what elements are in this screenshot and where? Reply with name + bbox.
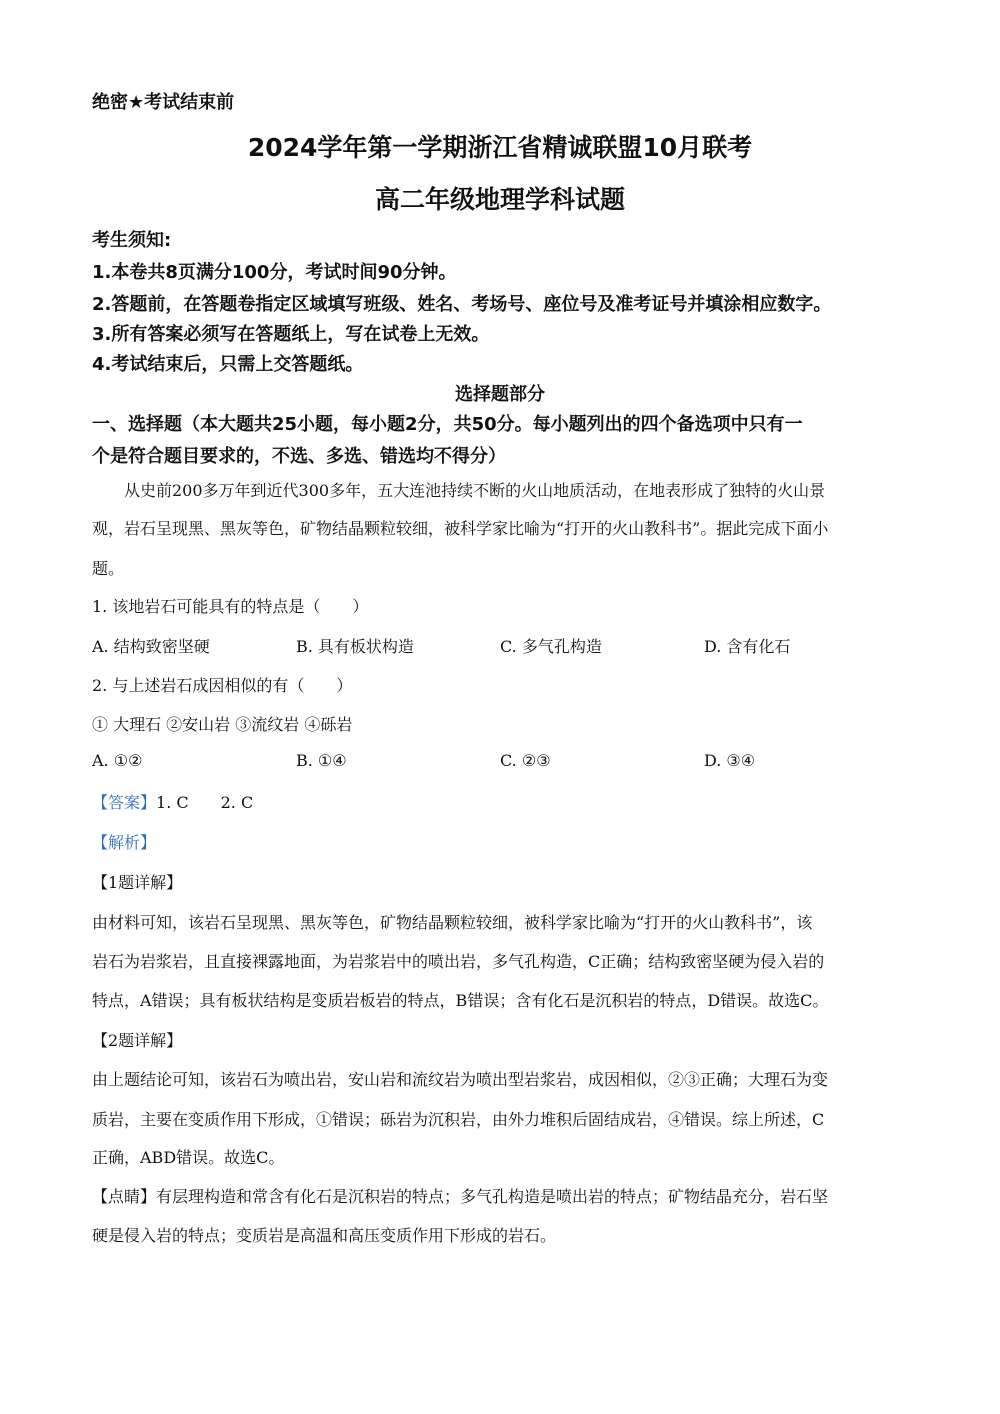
- q2-option-a: A. ①②: [92, 751, 143, 770]
- passage-line2: 观，岩石呈现黑、黑灰等色，矿物结晶颗粒较细，被科学家比喻为“打开的火山教科书”。据此完成下面小: [92, 519, 829, 538]
- q1-option-c: C. 多气孔构造: [500, 637, 602, 656]
- confidential-label: 绝密★考试结束前: [92, 92, 235, 113]
- notice-item-2: 2.答题前，在答题卷指定区域填写班级、姓名、考场号、座位号及准考证号并填涂相应数字。: [92, 294, 832, 315]
- passage-line1: 从史前200多万年到近代300多年，五大连池持续不断的火山地质活动，在地表形成了独特的火山景: [124, 481, 826, 500]
- detail2-line1: 由上题结论可知，该岩石为喷出岩，安山岩和流纹岩为喷出型岩浆岩，成因相似，②③正确；大理石为变: [92, 1070, 829, 1089]
- answer-line: [92, 790, 253, 813]
- exam-title: 2024学年第一学期浙江省精诚联盟10月联考: [247, 133, 753, 162]
- q1-option-a: A. 结构致密坚硬: [92, 637, 210, 656]
- tip-line1: 【点睛】有层理构造和常含有化石是沉积岩的特点；多气孔构造是喷出岩的特点；矿物结晶充分，岩石坚: [92, 1187, 829, 1206]
- answer-tag: 【答案】: [92, 793, 157, 812]
- q2-option-c: C. ②③: [500, 751, 551, 770]
- detail2-tag: 【2题详解】: [92, 1031, 183, 1050]
- detail1-tag: 【1题详解】: [92, 873, 183, 892]
- q1-option-b: B. 具有板状构造: [296, 637, 414, 656]
- notice-item-4: 4.考试结束后，只需上交答题纸。: [92, 354, 364, 375]
- q1-option-d: D. 含有化石: [704, 637, 791, 656]
- passage-line3: 题。: [92, 559, 125, 578]
- q2-option-b: B. ①④: [296, 751, 347, 770]
- detail1-line1: 由材料可知，该岩石呈现黑、黑灰等色，矿物结晶颗粒较细，被科学家比喻为“打开的火山教科书”，该: [92, 913, 813, 932]
- question-2-choices: ① 大理石 ②安山岩 ③流纹岩 ④砾岩: [92, 715, 353, 734]
- notice-item-1: 1.本卷共8页满分100分，考试时间90分钟。: [92, 262, 457, 283]
- notice-heading: 考生须知:: [92, 230, 172, 251]
- answer-text: 1. C 2. C: [156, 793, 254, 812]
- detail2-line2: 质岩，主要在变质作用下形成，①错误；砾岩为沉积岩，由外力堆积后固结成岩，④错误。综上所述，C: [92, 1110, 825, 1129]
- analysis-tag: 【解析】: [92, 833, 157, 852]
- notice-item-3: 3.所有答案必须写在答题纸上，写在试卷上无效。: [92, 324, 490, 345]
- detail1-line3: 特点，A错误；具有板状结构是变质岩板岩的特点，B错误；含有化石是沉积岩的特点，D错误。故选C。: [92, 991, 829, 1010]
- section-title: 选择题部分: [455, 384, 545, 405]
- exam-subtitle: 高二年级地理学科试题: [374, 185, 625, 214]
- detail2-line3: 正确，ABD错误。故选C。: [92, 1148, 285, 1167]
- question-1-stem: 1. 该地岩石可能具有的特点是（ ）: [92, 597, 369, 616]
- q2-option-d: D. ③④: [704, 751, 756, 770]
- question-2-stem: 2. 与上述岩石成因相似的有（ ）: [92, 676, 353, 695]
- detail1-line2: 岩石为岩浆岩，且直接裸露地面，为岩浆岩中的喷出岩，多气孔构造，C正确；结构致密坚硬为侵入岩的: [92, 952, 825, 971]
- mc-instructions-line1: 一、选择题（本大题共25小题，每小题2分，共50分。每小题列出的四个备选项中只有一: [92, 414, 803, 435]
- tip-line2: 硬是侵入岩的特点；变质岩是高温和高压变质作用下形成的岩石。: [92, 1226, 557, 1245]
- mc-instructions-line2: 个是符合题目要求的，不选、多选、错选均不得分）: [92, 446, 506, 467]
